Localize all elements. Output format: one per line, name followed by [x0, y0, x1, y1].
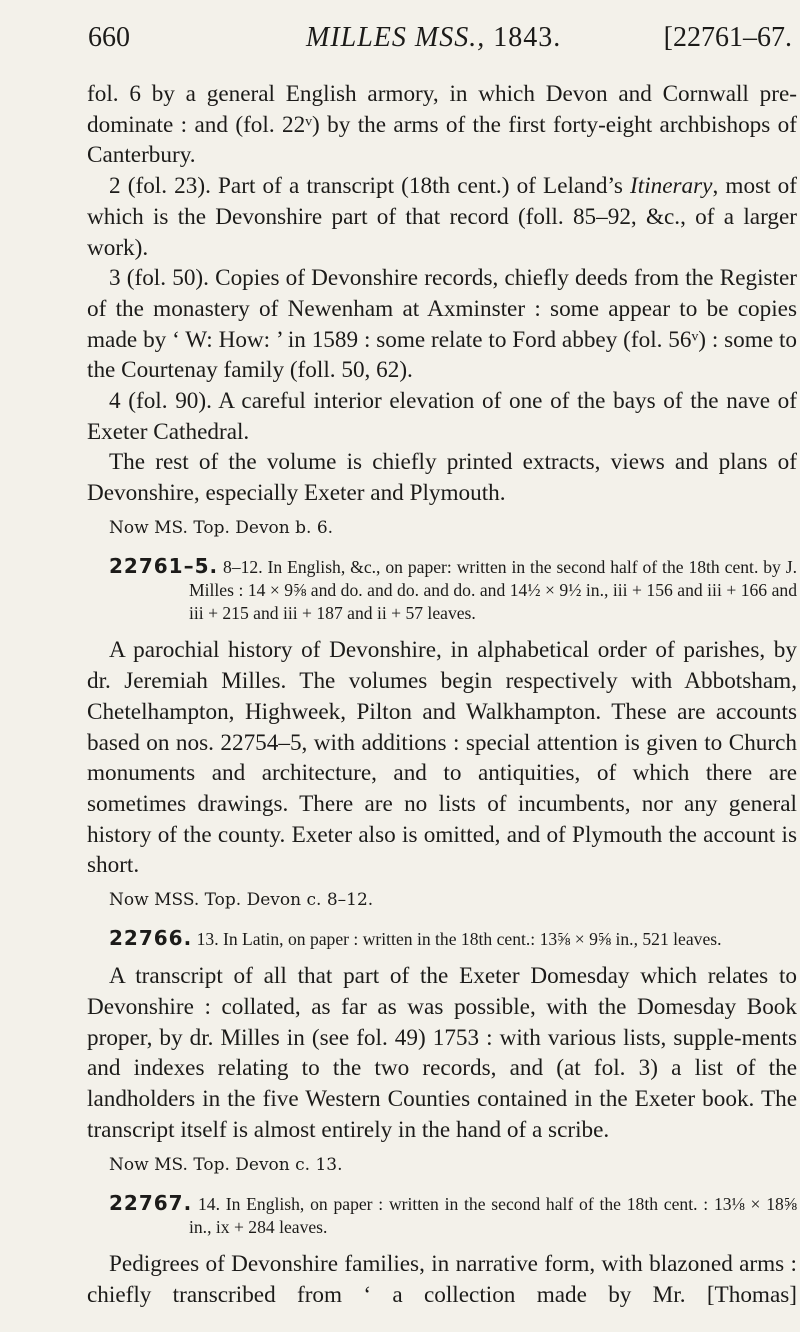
entry-number: 22766. — [109, 926, 193, 951]
page-number: 660 — [88, 22, 130, 53]
paragraph-parochial-history: A parochial history of Devonshire, in alphabetical order of parishes, by dr. Jeremiah Milles. The volumes begin respectively with Abbotsham, Chetelhampton, Highweek, Pilton and Walkhampton. These are accounts based on nos. 22754–5, with additions : special attention is given to Church monuments and architecture, and to antiquities, of which there are sometimes drawings. There are no lists of incumbents, nor any general history of the county. Exeter also is omitted, and of Plymouth the account is short. — [87, 637, 797, 879]
entry-description: 13. In Latin, on paper : written in the 18th cent.: 13⅝ × 9⅝ in., 521 leaves. — [196, 929, 722, 950]
running-title — [306, 22, 561, 54]
entry-number: 22767. — [109, 1190, 193, 1215]
catalogue-entry-22766 — [87, 927, 797, 951]
item-range: [22761–67. — [663, 22, 792, 53]
running-title-year: 1843. — [493, 22, 562, 53]
running-title-italic: MILLES MSS., — [306, 22, 486, 53]
page-body — [87, 79, 797, 1310]
entry-number: 22761–5. — [109, 553, 219, 578]
shelfmark-3: Now MS. Top. Devon c. 13. — [109, 1154, 343, 1175]
paragraph-domesday-transcript: A transcript of all that part of the Exeter Domesday which relates to Devonshire : collated, as far as was possible, with the Domesday Book proper, by dr. Milles in (see fol. 49) 1753 : with various lists, supple-ments and indexes relating to the two records, and (at fol. 3) a list of the landholders in the five Western Counties contained in the Exeter book. The transcript itself is almost entirely in the hand of a scribe. — [87, 963, 797, 1143]
entry-description: 8–12. In English, &c., on paper: written in the second half of the 18th cent. by J. Milles : 14 × 9⅝ and do. and do. and do. and 14½ × 9½ in., iii + 156 and iii + 166 and iii + 215 and iii + 187 and ii + 57 leaves. — [189, 556, 798, 624]
paragraph-rest-of-volume: The rest of the volume is chiefly printed extracts, views and plans of Devonshire, especially Exeter and Plymouth. — [87, 449, 797, 507]
paragraph-item-2 — [87, 171, 797, 263]
entry-description: 14. In English, on paper : written in the second half of the 18th cent. : 13⅛ × 18⅝ in., ix + 284 leaves. — [189, 1193, 797, 1237]
itinerary-title: Itinerary — [630, 173, 713, 200]
paragraph-item-2-end: , most of which is the Devonshire part of that record (foll. 85–92, &c., of a larger work). — [87, 173, 797, 261]
paragraph-continuation: fol. 6 by a general English armory, in which Devon and Cornwall pre-dominate : and (fol. 22ᵛ) by the arms of the first forty-eight archbishops of Canterbury. — [87, 81, 797, 169]
paragraph-item-4: 4 (fol. 90). A careful interior elevation of one of the bays of the nave of Exeter Cathedral. — [87, 388, 797, 445]
shelfmark-2: Now MSS. Top. Devon c. 8–12. — [109, 890, 374, 911]
paragraph-pedigrees: Pedigrees of Devonshire families, in narrative form, with blazoned arms : chiefly transcribed from ‘ a collection made by Mr. [Thomas] — [87, 1250, 797, 1308]
catalogue-entry-22767 — [87, 1192, 797, 1239]
catalogue-entry-22761 — [87, 555, 797, 626]
shelfmark-1: Now MS. Top. Devon b. 6. — [109, 517, 334, 538]
paragraph-item-2-start: 2 (fol. 23). Part of a transcript (18th cent.) of Leland’s — [109, 173, 631, 200]
running-header — [88, 22, 792, 58]
paragraph-item-3: 3 (fol. 50). Copies of Devonshire records, chiefly deeds from the Register of the monastery of Newenham at Axminster : some appear to be copies made by ‘ W: How: ’ in 1589 : some relate to Ford abbey (fol. 56ᵛ) : some to the Courtenay family (foll. 50, 62). — [87, 265, 797, 384]
